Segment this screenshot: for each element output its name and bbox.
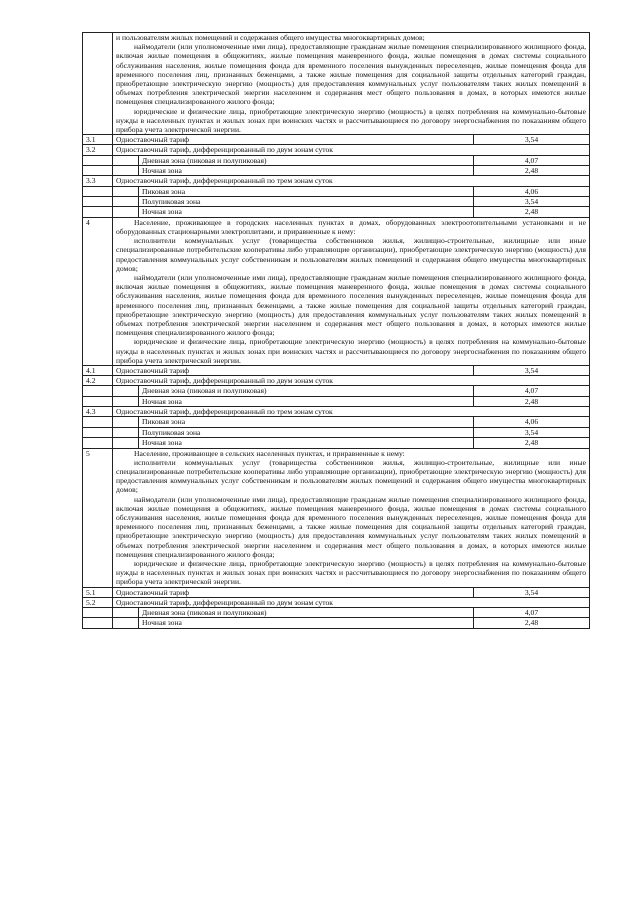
- row-number: 3.2: [83, 145, 113, 155]
- table-row: [83, 427, 590, 437]
- paragraph: исполнители коммунальных услуг (товарищества собственников жилья, жилищно-строительные, жилищные или иные специализированные потребительские кооперативы либо управляющие организации), приобретающие электрическую энергию (мощность) для предоставления коммунальных услуг собственникам и пользователям жилых помещений и содержания общего имущества многоквартирных домов;: [116, 236, 586, 273]
- table-row: [83, 407, 590, 417]
- paragraph: и пользователям жилых помещений и содержания общего имущества многоквартирных домов;: [116, 33, 425, 42]
- tariff-table: [82, 32, 590, 629]
- section-4-text: [113, 217, 590, 365]
- paragraph: наймодатели (или уполномоченные ими лица), предоставляющие гражданам жилые помещения специализированного жилищного фонда, включая жилые помещения в общежитиях, жилые помещения маневренного фонда, жилые помещения в домах системы социального обслуживания населения, жилые помещения фонда для временного поселения вынужденных переселенцев, жилые помещения фонда для временного поселения лиц, признанных беженцами, а также жилые помещения для социальной защиты отдельных категорий граждан, приобретающие электрическую энергию (мощность) для предоставления коммунальных услуг пользователям таких жилых помещений в объемах потребления электрической энергии населением и содержания мест общего пользования в домах, в которых имеются жилые помещения специализированного жилого фонда;: [116, 494, 586, 559]
- tariff-value: 4,07: [473, 386, 589, 396]
- row-number: 3.3: [83, 176, 113, 186]
- row-number: 5: [83, 448, 113, 587]
- paragraph: юридические и физические лица, приобретающие электрическую энергию (мощность) в целях потребления на коммунально-бытовые нужды в населенных пунктах и жилых зонах при воинских частях и рассчитывающиеся по договору энергоснабжения по показаниям общего прибора учета электрической энергии.: [116, 559, 586, 587]
- tariff-value: 3,54: [473, 197, 589, 207]
- row-number: 4.2: [83, 376, 113, 386]
- row-label: Одноставочный тариф, дифференцированный по двум зонам суток: [113, 597, 590, 607]
- tariff-value: 4,06: [473, 417, 589, 427]
- tariff-value: 2,48: [473, 396, 589, 406]
- table-row: [83, 186, 590, 196]
- zone-label: Дневная зона (пиковая и полупиковая): [139, 155, 474, 165]
- paragraph: Население, проживающее в сельских населенных пунктах, и приравненные к нему:: [134, 448, 405, 458]
- table-row: [83, 597, 590, 607]
- table-row: [83, 33, 590, 135]
- tariff-value: 4,07: [473, 155, 589, 165]
- tariff-value: 3,54: [473, 135, 589, 145]
- tariff-value: 2,48: [473, 166, 589, 176]
- table-row: [83, 618, 590, 628]
- tariff-value: 3,54: [473, 427, 589, 437]
- tariff-value: 3,54: [473, 587, 589, 597]
- row-number: 5.1: [83, 587, 113, 597]
- zone-label: Ночная зона: [139, 618, 474, 628]
- table-row: [83, 608, 590, 618]
- table-row: [83, 155, 590, 165]
- row-number: 4: [83, 217, 113, 365]
- table-row: [83, 176, 590, 186]
- zone-label: Ночная зона: [139, 166, 474, 176]
- row-label: Одноставочный тариф, дифференцированный по трем зонам суток: [113, 176, 590, 186]
- table-row: [83, 166, 590, 176]
- table-row: [83, 386, 590, 396]
- row-number: 4.3: [83, 407, 113, 417]
- paragraph: Население, проживающее в городских населенных пунктах в домах, оборудованных электроотопительными установками и не оборудованных стационарными электроплитами, и приравненные к нему:: [116, 217, 586, 236]
- row-label: Одноставочный тариф: [113, 587, 474, 597]
- paragraph: наймодатели (или уполномоченные ими лица), предоставляющие гражданам жилые помещения специализированного жилищного фонда, включая жилые помещения в общежитиях, жилые помещения маневренного фонда, жилые помещения в домах системы социального обслуживания населения, жилые помещения фонда для временного поселения вынужденных переселенцев, жилые помещения фонда для временного поселения лиц, признанных беженцами, а также жилые помещения для социальной защиты отдельных категорий граждан, приобретающие электрическую энергию (мощность) для предоставления коммунальных услуг пользователям таких жилых помещений в объемах потребления электрической энергии населением и содержания мест общего пользования в домах, в которых имеются жилые помещения специализированного жилого фонда;: [116, 273, 586, 338]
- row-number: 5.2: [83, 597, 113, 607]
- table-row: [83, 145, 590, 155]
- table-row: [83, 207, 590, 217]
- table-row: [83, 438, 590, 448]
- tariff-value: 2,48: [473, 207, 589, 217]
- table-row: [83, 417, 590, 427]
- row-number: 3.1: [83, 135, 113, 145]
- tariff-value: 2,48: [473, 618, 589, 628]
- paragraph: наймодатели (или уполномоченные ими лица), предоставляющие гражданам жилые помещения специализированного жилищного фонда, включая жилые помещения в общежитиях, жилые помещения маневренного фонда, жилые помещения в домах системы социального обслуживания населения, жилые помещения фонда для временного поселения вынужденных переселенцев, жилые помещения фонда для временного поселения лиц, признанных беженцами, а также жилые помещения для социальной защиты отдельных категорий граждан, приобретающие электрическую энергию (мощность) для предоставления коммунальных услуг пользователям таких жилых помещений в объемах потребления электрической энергии населением и содержания мест общего пользования в домах, в которых имеются жилые помещения специализированного жилого фонда;: [116, 42, 586, 107]
- table-row: [83, 376, 590, 386]
- zone-label: Дневная зона (пиковая и полупиковая): [139, 386, 474, 396]
- row-label: Одноставочный тариф, дифференцированный по двум зонам суток: [113, 376, 590, 386]
- zone-label: Ночная зона: [139, 207, 474, 217]
- table-row: [83, 448, 590, 587]
- tariff-value: 3,54: [473, 366, 589, 376]
- zone-label: Ночная зона: [139, 396, 474, 406]
- row-label: Одноставочный тариф: [113, 366, 474, 376]
- zone-label: Полупиковая зона: [139, 427, 474, 437]
- tariff-value: 2,48: [473, 438, 589, 448]
- table-row: [83, 135, 590, 145]
- paragraph: исполнители коммунальных услуг (товарищества собственников жилья, жилищно-строительные, жилищные или иные специализированные потребительские кооперативы либо управляющие организации), приобретающие электрическую энергию (мощность) для предоставления коммунальных услуг собственникам и пользователям жилых помещений и содержания общего имущества многоквартирных домов;: [116, 457, 586, 495]
- row-label: Одноставочный тариф: [113, 135, 474, 145]
- section-3-text: [113, 33, 590, 135]
- table-row: [83, 587, 590, 597]
- section-5-text: [113, 448, 590, 587]
- table-row: [83, 366, 590, 376]
- zone-label: Пиковая зона: [139, 186, 474, 196]
- paragraph: юридические и физические лица, приобретающие электрическую энергию (мощность) в целях потребления на коммунально-бытовые нужды в населенных пунктах и жилых зонах при воинских частях и рассчитывающиеся по договору энергоснабжения по показаниям общего прибора учета электрической энергии.: [116, 106, 586, 135]
- tariff-value: 4,06: [473, 186, 589, 196]
- row-number: 4.1: [83, 366, 113, 376]
- paragraph: юридические и физические лица, приобретающие электрическую энергию (мощность) в целях потребления на коммунально-бытовые нужды в населенных пунктах и жилых зонах при воинских частях и рассчитывающиеся по договору энергоснабжения по показаниям общего прибора учета электрической энергии.: [116, 337, 586, 365]
- zone-label: Ночная зона: [139, 438, 474, 448]
- table-row: [83, 217, 590, 365]
- row-label: Одноставочный тариф, дифференцированный по двум зонам суток: [113, 145, 590, 155]
- row-label: Одноставочный тариф, дифференцированный по трем зонам суток: [113, 407, 590, 417]
- zone-label: Пиковая зона: [139, 417, 474, 427]
- table-row: [83, 396, 590, 406]
- row-number: [83, 33, 113, 135]
- table-row: [83, 197, 590, 207]
- tariff-value: 4,07: [473, 608, 589, 618]
- zone-label: Дневная зона (пиковая и полупиковая): [139, 608, 474, 618]
- zone-label: Полупиковая зона: [139, 197, 474, 207]
